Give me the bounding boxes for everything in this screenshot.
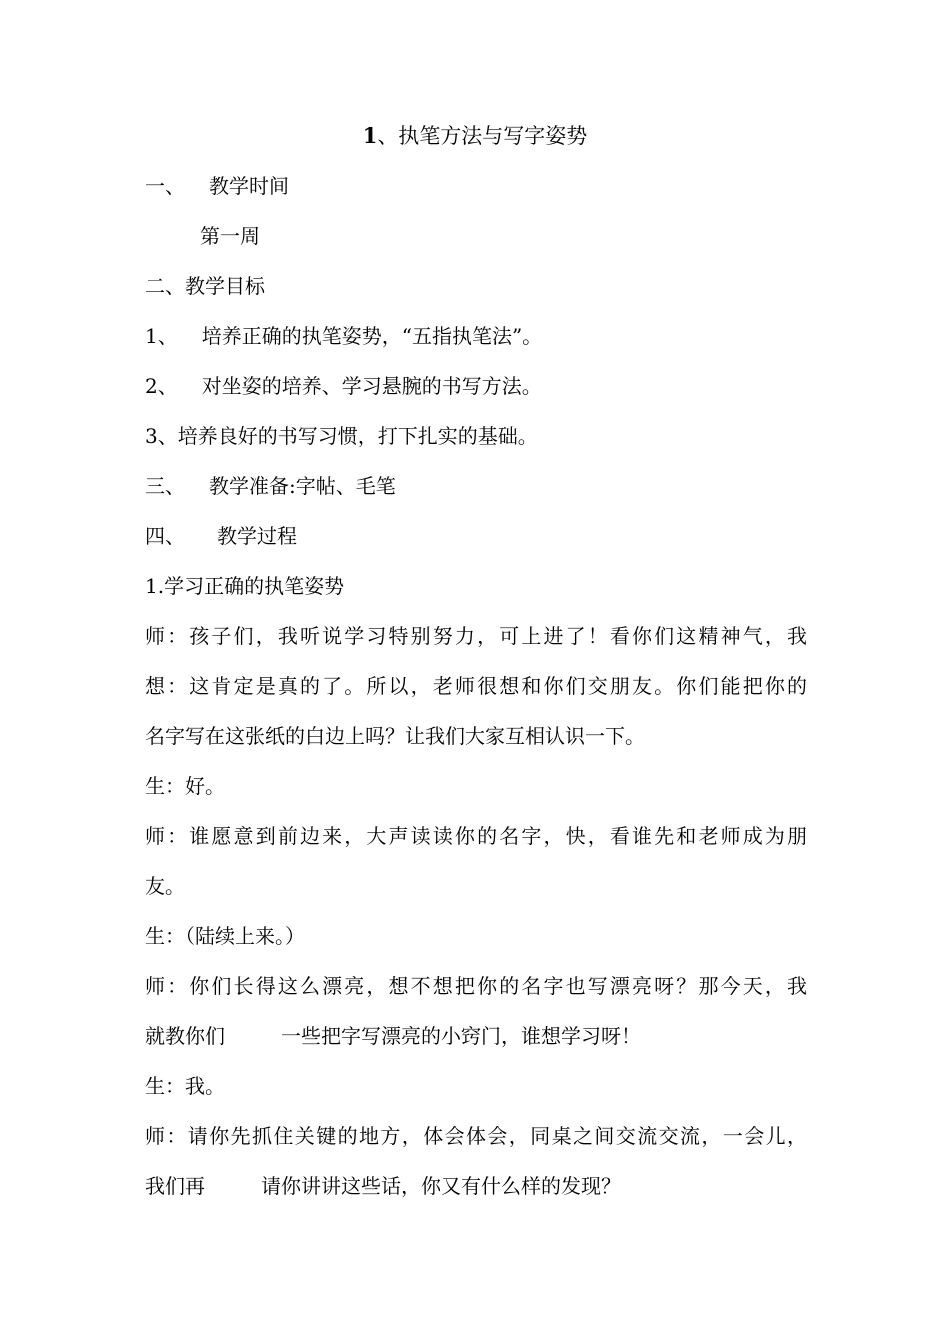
- dialogue-line: 师：请你先抓住关键的地方，体会体会，同桌之间交流交流，一会儿，: [145, 1124, 807, 1148]
- dialogue-line: 师：谁愿意到前边来，大声读读你的名字，快，看谁先和老师成为朋: [145, 824, 807, 848]
- dialogue-line: 想：这肯定是真的了。所以，老师很想和你们交朋友。你们能把你的: [145, 674, 807, 698]
- dialogue-line: 师：你们长得这么漂亮，想不想把你的名字也写漂亮呀？那今天，我: [145, 974, 807, 998]
- dialogue-line: [145, 1172, 621, 1200]
- title-text: 、执笔方法与写字姿势: [377, 124, 588, 148]
- dialogue-fragment: 请你讲讲这些话，你又有什么样的发现？: [261, 1174, 621, 1198]
- dialogue-line: 名字写在这张纸的白边上吗？让我们大家互相认识一下。: [145, 724, 645, 748]
- section-teaching-process: [145, 522, 297, 550]
- dialogue-line: 生：我。: [145, 1074, 225, 1098]
- goal-item-3: 3、培养良好的书写习惯，打下扎实的基础。: [145, 424, 538, 448]
- document-title: [0, 122, 950, 150]
- dialogue-fragment: 我们再: [145, 1174, 205, 1198]
- dialogue-line: [145, 1022, 641, 1050]
- goal-text: 对坐姿的培养、学习悬腕的书写方法。: [201, 374, 542, 398]
- goal-text: 培养正确的执笔姿势，“五指执笔法”。: [201, 324, 543, 348]
- dialogue-line: 生：（陆续上来。）: [145, 924, 305, 948]
- section-teaching-prep: [145, 472, 396, 500]
- section-number: 四、: [145, 524, 185, 548]
- dialogue-line: 友。: [145, 874, 185, 898]
- teaching-time-value: 第一周: [200, 224, 260, 248]
- section-teaching-goals: 二、教学目标: [145, 274, 265, 298]
- section-number: 一、: [145, 174, 185, 198]
- dialogue-fragment: 一些把字写漂亮的小窍门，谁想学习呀！: [281, 1024, 641, 1048]
- dialogue-fragment: 就教你们: [145, 1024, 225, 1048]
- dialogue-line: 师：孩子们，我听说学习特别努力，可上进了！看你们这精神气，我: [145, 624, 807, 648]
- title-number: 1: [362, 123, 378, 148]
- section-number: 三、: [145, 474, 185, 498]
- goal-number: 2、: [145, 374, 178, 398]
- goal-item-1: [145, 322, 542, 350]
- section-heading: 教学过程: [217, 524, 297, 548]
- goal-item-2: [145, 372, 542, 400]
- goal-number: 1、: [145, 324, 178, 348]
- section-heading: 教学准备:字帖、毛笔: [209, 474, 396, 498]
- section-teaching-time: [145, 172, 289, 200]
- section-heading: 教学时间: [209, 174, 289, 198]
- process-step-1: 1.学习正确的执笔姿势: [145, 574, 345, 598]
- dialogue-line: 生：好。: [145, 774, 225, 798]
